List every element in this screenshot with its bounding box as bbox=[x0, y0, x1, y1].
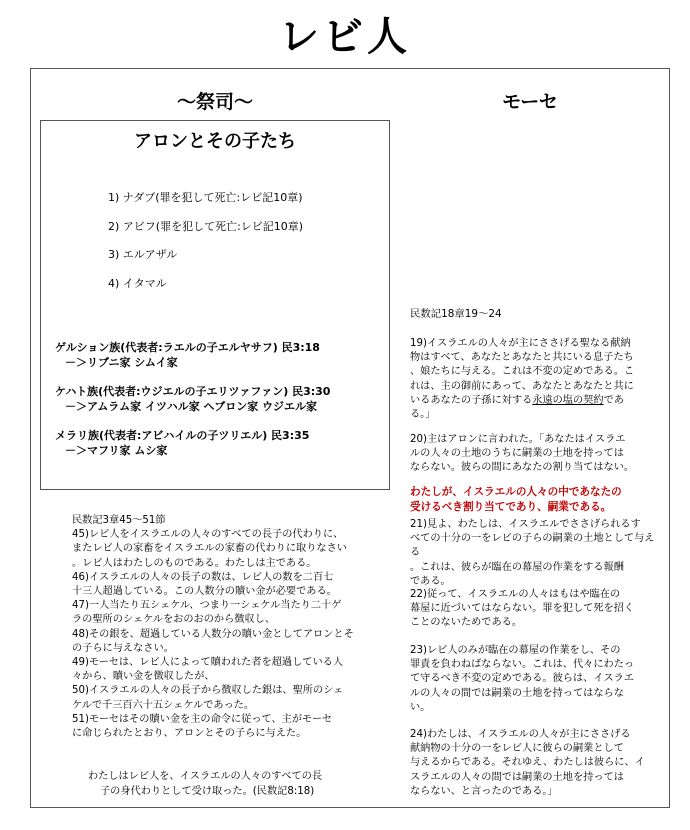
clan-heading: ゲルション族(代表者:ラエルの子エルヤサフ) 民3:18 bbox=[55, 341, 320, 354]
verse-line: 、娘たちに与える。これは不変の定めである。こ bbox=[410, 366, 635, 378]
verse-line bbox=[410, 394, 660, 408]
verse-line: 23)レビ人のみが臨在の幕屋の作業をし、その bbox=[410, 645, 621, 656]
clan-heading: ケハト族(代表者:ウジエルの子エリツァファン) 民3:30 bbox=[55, 385, 331, 398]
verse-line: ことのないためである。 bbox=[410, 617, 523, 629]
passage-line: ケルで千三百六十五シェケルであった。 bbox=[72, 699, 255, 711]
verse-22 bbox=[410, 588, 660, 631]
verse-line: 罪責を負わねばならない。これは、代々にわたっ bbox=[410, 659, 635, 671]
verse-line: 物はすべて、あなたとあなたと共にいる息子たち bbox=[410, 352, 634, 364]
son-item: 1) ナダブ(罪を犯して死亡:レビ記10章) bbox=[108, 191, 303, 204]
clan-heading: メラリ族(代表者:アビハイルの子ツリエル) 民3:35 bbox=[55, 429, 310, 442]
passage-line: 49)モーセは、レビ人によって贖われた者を超過している人 bbox=[72, 657, 344, 669]
verse-line: て守るべき不変の定めである。彼らは、イスラエ bbox=[410, 673, 635, 685]
verse-line: ならない、と言ったのである。」 bbox=[410, 785, 558, 797]
verse-line: 。これは、彼らが臨在の幕屋の作業をする報酬 bbox=[410, 561, 624, 573]
numbers-8-quote bbox=[88, 770, 378, 799]
verse-line: 19)イスラエルの人々が主にささげる聖なる献納 bbox=[410, 338, 631, 349]
numbers-18-reference: 民数記18章19〜24 bbox=[410, 308, 502, 320]
passage-line: の子らに与えなさい。 bbox=[72, 642, 174, 654]
verse-line: 22)従って、イスラエルの人々はもはや臨在の bbox=[410, 589, 621, 600]
verse-line: 幕屋に近づいてはならない。罪を犯して死を招く bbox=[410, 603, 635, 615]
verse-line: 与えるからである。それゆえ、わたしは彼らに、イ bbox=[410, 757, 645, 769]
verse-line: る。」 bbox=[410, 409, 436, 421]
verse-line: れは、主の御前にあって、あなたとあなたと共に bbox=[410, 380, 634, 392]
priest-column-header: 〜祭司〜 bbox=[176, 91, 253, 113]
levite-clans bbox=[55, 340, 330, 472]
emphasis-line: 受けるべき割り当てであり、嗣業である。 bbox=[410, 500, 612, 513]
verse-line: 24)わたしは、イスラエルの人々が主にささげる bbox=[410, 729, 631, 740]
verse-line: い。 bbox=[410, 701, 431, 713]
clan-merari bbox=[55, 428, 330, 458]
passage-line: 民数記3章45〜51節 bbox=[72, 515, 166, 526]
verse-text: であ bbox=[603, 394, 624, 406]
passage-line: 47)一人当たり五シェケル、つまり一シェケル当たり二十ゲ bbox=[72, 600, 342, 612]
moses-column-header: モーセ bbox=[502, 91, 558, 113]
emphasis-portion bbox=[410, 485, 660, 514]
verse-line: 献納物の十分の一をレビ人に彼らの嗣業として bbox=[410, 743, 624, 755]
passage-line: 。レビ人はわたしのものである。わたしは主である。 bbox=[72, 557, 317, 569]
verse-line: スラエルの人々の間では嗣業の土地を持っては bbox=[410, 771, 624, 783]
aaron-sons-list bbox=[108, 184, 303, 298]
passage-line: 50)イスラエルの人々の長子から徴収した銀は、聖所のシェ bbox=[72, 685, 344, 697]
page-title: レビ人 bbox=[279, 14, 411, 60]
verse-line: である。 bbox=[410, 575, 451, 587]
son-item: 3) エルアザル bbox=[108, 248, 178, 261]
passage-line: ラの聖所のシェケルをおのおのから徴収し、 bbox=[72, 614, 276, 626]
passage-line: に命じられたとおり、アロンとその子らに与えた。 bbox=[72, 728, 307, 740]
verse-line: 21)見よ、わたしは、イスラエルでささげられるす bbox=[410, 519, 641, 530]
verse-line: 20)主はアロンに言われた。「あなたはイスラエ bbox=[410, 434, 626, 445]
passage-line: 45)レビ人をイスラエルの人々のすべての長子の代わりに、 bbox=[72, 529, 344, 541]
clan-gershon bbox=[55, 340, 330, 370]
salt-covenant-underlined: 永遠の塩の契約 bbox=[532, 394, 604, 406]
verse-23 bbox=[410, 644, 660, 715]
verse-line: べての十分の一をレビの子らの嗣業の土地として与える bbox=[410, 533, 655, 559]
verse-20 bbox=[410, 433, 660, 476]
verse-text: いるあなたの子孫に対する bbox=[410, 394, 533, 406]
clan-families: －＞マフリ家 ムシ家 bbox=[65, 444, 168, 457]
numbers-3-passage bbox=[72, 514, 390, 741]
verse-line: ルの人々の土地のうちに嗣業の土地を持っては bbox=[410, 448, 624, 460]
passage-line: 48)その銀を、超過している人数分の贖い金としてアロンとそ bbox=[72, 628, 354, 640]
clan-families: －＞リブニ家 シムイ家 bbox=[65, 356, 178, 369]
verse-19 bbox=[410, 337, 660, 422]
aaron-box-title: アロンとその子たち bbox=[134, 131, 296, 152]
son-item: 2) アビフ(罪を犯して死亡:レビ記10章) bbox=[108, 219, 304, 233]
verse-24 bbox=[410, 728, 660, 799]
clan-families: －＞アムラム家 イツハル家 ヘブロン家 ウジエル家 bbox=[65, 400, 318, 413]
verse-line: ルの人々の間では嗣業の土地を持ってはならな bbox=[410, 687, 624, 699]
passage-line: 々から、贖い金を徴収したが、 bbox=[72, 671, 215, 683]
passage-line: またレビ人の家畜をイスラエルの家畜の代わりに取りなさい bbox=[72, 543, 347, 555]
emphasis-line: わたしが、イスラエルの人々の中であなたの bbox=[410, 486, 622, 498]
son-item: 4) イタマル bbox=[108, 276, 167, 290]
quote-line: わたしはレビ人を、イスラエルの人々のすべての長 bbox=[88, 771, 323, 782]
passage-line: 十三人超過している。この人数分の贖い金が必要である。 bbox=[72, 586, 337, 598]
quote-line: 子の身代わりとして受け取った。(民数記8:18) bbox=[100, 785, 315, 797]
passage-line: 51)モーセはその贖い金を主の命令に従って、主がモーセ bbox=[72, 713, 333, 725]
clan-kohath bbox=[55, 384, 330, 414]
verse-21 bbox=[410, 518, 660, 589]
passage-line: 46)イスラエルの人々の長子の数は、レビ人の数を二百七 bbox=[72, 571, 334, 583]
verse-line: ならない。彼らの間にあなたの割り当てはない。 bbox=[410, 462, 635, 474]
